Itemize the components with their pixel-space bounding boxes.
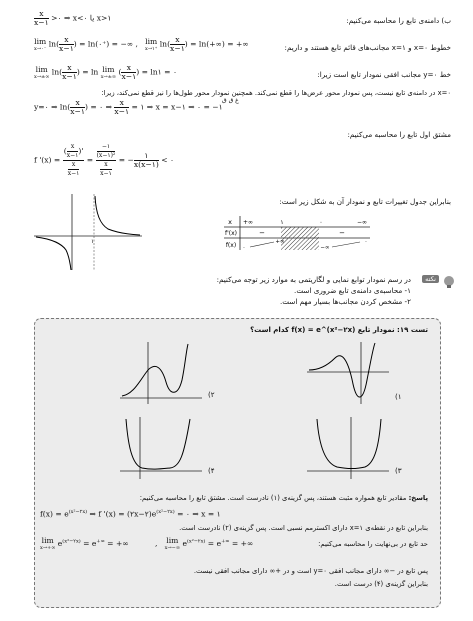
graph-tick-label: ۱	[91, 239, 94, 245]
table-f-right-end: ۰	[242, 245, 246, 251]
answer-line-2: بنابراین تابع در نقطه‌ی x=۱ دارای اکسترمم نسبی است. پس گزینه‌ی (۲) نادرست است.	[179, 524, 428, 532]
table-x-neg-inf: −∞	[356, 219, 368, 226]
table-row-x-label: x	[228, 218, 232, 226]
tip-line-1: در رسم نمودار توابع نمایی و لگاریتمی به موارد زیر توجه می‌کنیم:	[216, 275, 411, 284]
answer-line-5: بنابراین گزینه‌ی (۴) درست است.	[334, 580, 428, 588]
option-3-label: (۳	[395, 466, 402, 475]
tip-line-3: ۲- مشخص کردن مجانب‌ها بسیار مهم است.	[279, 297, 411, 306]
option-4-graph	[118, 415, 204, 481]
answer-math-1: $f(x) = e^{(x^2-۲x)}$ ⇒ f '$(x) = (۲x-۲)e^{(x^2-۲x)}$ = ۰ ⇒ x = ۱	[40, 509, 221, 519]
answer-line-1-text: مقادیر تابع همواره مثبت هستند، پس گزینه‌ی (۱) نادرست است. مشتق تابع را محاسبه می‌کنیم:	[139, 494, 407, 502]
table-row-f-label: f(x)	[225, 242, 237, 249]
option-1-graph	[305, 340, 391, 406]
option-1-label: (۱	[395, 392, 402, 401]
variation-text: بنابراین جدول تغییرات تابع و نمودار آن به شکل زیر است:	[279, 197, 451, 206]
option-4-label: (۴	[208, 466, 215, 475]
table-f-left-start: ۰	[364, 239, 368, 245]
domain-math: $\frac{x}{x-۱}$ >۰ ⇒ x<۰ یا x>۱	[34, 9, 112, 27]
lightbulb-icon	[440, 275, 458, 289]
undefined-interval-hatch	[281, 227, 319, 250]
vertical-asymptote-text: خطوط x=۰ و x=۱ مجانب‌های قائم تابع هستند و داریم:	[284, 43, 451, 52]
tip-badge	[422, 274, 439, 284]
answer-label: پاسخ:	[408, 494, 428, 502]
table-f-right-start: +∞	[275, 239, 285, 245]
graph-right-branch	[95, 196, 140, 235]
derivative-text: مشتق اول تابع را محاسبه می‌کنیم:	[347, 130, 451, 139]
table-sign-left: −	[339, 229, 345, 237]
option-3-graph	[305, 415, 391, 481]
answer-math-3: , lim x→−∞ $e^{(x^2-۲x)} = e^{+\infty}$ = +∞	[155, 536, 254, 551]
graph-left-branch	[36, 237, 71, 270]
test-title: تست ۱۹: نمودار تابع f(x) = e^(x²−۲x) کدام است؟	[250, 326, 428, 334]
vertical-limit-right: lim x→۱⁺ ln( $\frac{x}{x-۱}$ ) = ln(+∞) = +∞	[145, 35, 249, 53]
table-x-pos-inf: +∞	[242, 219, 254, 226]
x0-note: غ ق ق	[222, 97, 239, 104]
table-row-fprime-label: f'(x)	[225, 230, 237, 237]
option-2-label: (۲	[208, 390, 215, 399]
table-x-0: ۰	[319, 219, 323, 226]
x0-math: y=۰ ⇒ ln( $\frac{x}{x-۱}$ ) = ۰ ⇒ $\frac{x}{x-۱}$ = ۱ ⇒ x = x−۱ ⇒ ۰ = −۱	[34, 98, 223, 116]
table-sign-right: −	[259, 229, 265, 237]
option-2-graph	[118, 340, 204, 406]
vertical-limit-left: lim x→۰⁻ ln( $\frac{x}{x-۱}$ ) = ln(۰⁺) = −∞ ,	[34, 35, 138, 53]
x0-text: x=۰ در دامنه‌ی تابع نیست، پس نمودار محور عرض‌ها را قطع نمی‌کند. همچنین نمودار محور طول‌ها را نیز قطع نمی‌کند، زیرا:	[101, 89, 451, 97]
log-function-graph	[32, 190, 144, 272]
answer-line-1	[140, 494, 428, 503]
tip-badge-label: نکته	[422, 275, 439, 283]
derivative-math: f '(x) = ( $\frac{x}{x-۱}$ )' $\frac{x}{x-۱}$ = $\frac{\frac{-۱}{\text{(x−۱)²}}}{\frac{x}{x-۱}}$ = − $\frac{۱}{x(x-۱)}$ < ۰	[34, 143, 175, 177]
tip-line-2: ۱- محاسبه‌ی دامنه‌ی تابع ضروری است.	[294, 286, 411, 295]
answer-math-2: lim x→+∞ $e^{(x^2-۲x)} = e^{+\infty}$ = +∞	[40, 536, 129, 551]
table-f-left-end: −∞	[320, 245, 330, 251]
horizontal-limit: lim x→±∞ ln( $\frac{x}{x-۱}$ ) = ln lim x→±∞ ( $\frac{x}{x-۱}$ ) = ln۱ = ۰	[34, 63, 178, 81]
answer-line-4: پس تابع در −∞ دارای مجانب افقی y=۰ است و در +∞ دارای مجانب افقی نیست.	[193, 567, 428, 575]
variation-table	[222, 215, 372, 251]
horizontal-asymptote-text: خط y=۰ مجانب افقی نمودار تابع است زیرا:	[317, 70, 451, 79]
section-b-heading: ب) دامنه‌ی تابع را محاسبه می‌کنیم:	[346, 16, 451, 25]
answer-line-3: حد تابع در بی‌نهایت را محاسبه می‌کنیم:	[318, 540, 428, 548]
table-x-1: ۱	[280, 219, 284, 226]
